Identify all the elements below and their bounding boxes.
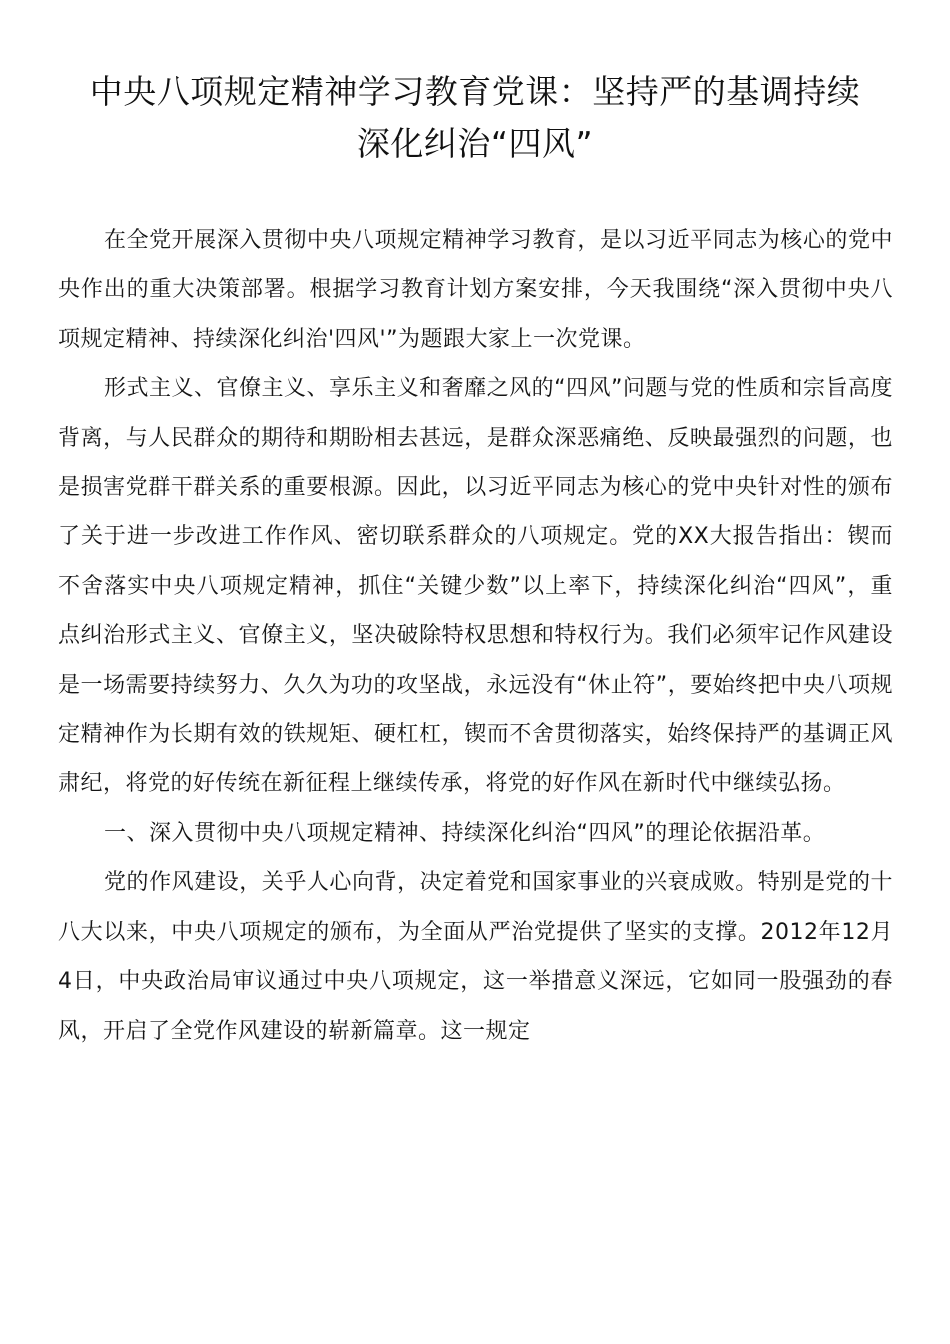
title-line-2: 深化纠治“四风” bbox=[356, 124, 594, 163]
title-line-1: 中央八项规定精神学习教育党课：坚持严的基调持续 bbox=[89, 72, 861, 111]
paragraph-history: 党的作风建设，关乎人心向背，决定着党和国家事业的兴衰成败。特别是党的十八大以来，中央八项规定的颁布，为全面从严治党提供了坚实的支撑。2012年12月4日，中央政治局审议通过中央八项规定，这一举措意义深远，它如同一股强劲的春风，开启了全党作风建设的崭新篇章。这一规定 bbox=[58, 870, 893, 1044]
paragraph-intro: 在全党开展深入贯彻中央八项规定精神学习教育，是以习近平同志为核心的党中央作出的重大决策部署。根据学习教育计划方案安排，今天我围绕“深入贯彻中央八项规定精神、持续深化纠治'四风'”为题跟大家上一次党课。 bbox=[58, 228, 893, 352]
document-body bbox=[58, 216, 893, 1056]
paragraph-four-winds: 形式主义、官僚主义、享乐主义和奢靡之风的“四风”问题与党的性质和宗旨高度背离，与人民群众的期待和期盼相去甚远，是群众深恶痛绝、反映最强烈的问题，也是损害党群干群关系的重要根源。因此，以习近平同志为核心的党中央针对性的颁布了关于进一步改进工作作风、密切联系群众的八项规定。党的XX大报告指出：锲而不舍落实中央八项规定精神，抓住“关键少数”以上率下，持续深化纠治“四风”，重点纠治形式主义、官僚主义，坚决破除特权思想和特权行为。我们必须牢记作风建设是一场需要持续努力、久久为功的攻坚战，永远没有“休止符”，要始终把中央八项规定精神作为长期有效的铁规矩、硬杠杠，锲而不舍贯彻落实，始终保持严的基调正风肃纪，将党的好传统在新征程上继续传承，将党的好作风在新时代中继续弘扬。 bbox=[58, 376, 893, 797]
document-title bbox=[50, 66, 900, 170]
section-heading-1: 一、深入贯彻中央八项规定精神、持续深化纠治“四风”的理论依据沿革。 bbox=[104, 820, 826, 846]
